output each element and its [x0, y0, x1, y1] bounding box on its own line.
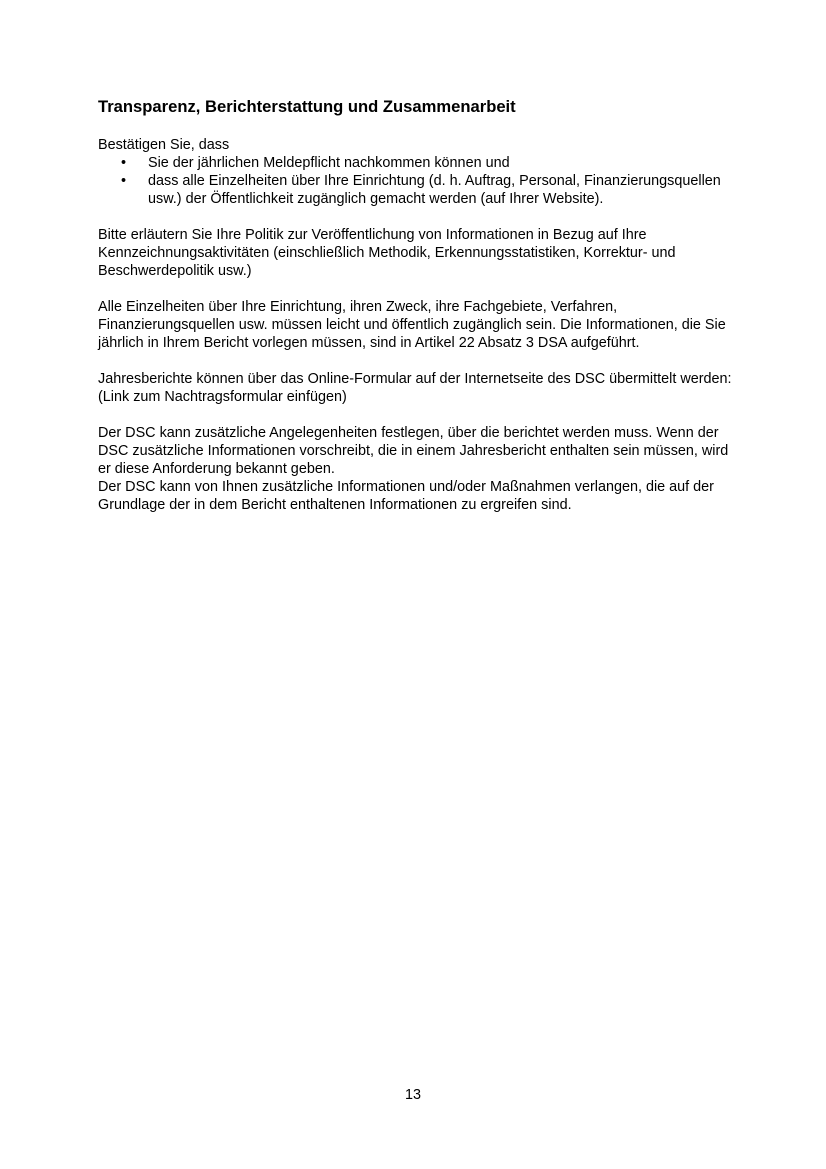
list-item-text: dass alle Einzelheiten über Ihre Einrichtung (d. h. Auftrag, Personal, Finanzierungsquellen usw.) der Öffentlichkeit zugänglich gemacht werden (auf Ihrer Website). [148, 173, 721, 207]
policy-paragraph: Bitte erläutern Sie Ihre Politik zur Veröffentlichung von Informationen in Bezug auf Ihre Kennzeichnungsaktivitäten (einschließlich Methodik, Erkennungsstatistiken, Korrektur- und Beschwerdepolitik usw.) [98, 227, 676, 279]
section-heading: Transparenz, Berichterstattung und Zusammenarbeit [98, 97, 516, 116]
confirmation-list [98, 154, 738, 208]
annual-report-paragraph: Jahresberichte können über das Online-Formular auf der Internetseite des DSC übermittelt werden: (Link zum Nachtragsformular einfügen) [98, 371, 732, 405]
additional-matters-paragraph: Der DSC kann zusätzliche Angelegenheiten festlegen, über die berichtet werden muss. Wenn der DSC zusätzliche Informationen vorschreibt, die in einem Jahresbericht enthalten sein müssen, wird er diese Anforderung bekannt geben. [98, 425, 729, 477]
additional-measures-paragraph: Der DSC kann von Ihnen zusätzliche Informationen und/oder Maßnahmen verlangen, die auf der Grundlage der in dem Bericht enthaltenen Informationen zu ergreifen sind. [98, 479, 714, 513]
public-access-paragraph: Alle Einzelheiten über Ihre Einrichtung, ihren Zweck, ihre Fachgebiete, Verfahren, Finanzierungsquellen usw. müssen leicht und öffentlich zugänglich sein. Die Informationen, die Sie jährlich in Ihrem Bericht vorlegen müssen, sind in Artikel 22 Absatz 3 DSA aufgeführt. [98, 299, 726, 351]
bullet-icon: • [121, 173, 127, 189]
list-item-text: Sie der jährlichen Meldepflicht nachkommen können und [148, 155, 510, 171]
document-body [98, 97, 738, 514]
list-item [98, 172, 738, 208]
page-number: 13 [404, 1087, 421, 1103]
list-item [98, 154, 738, 172]
bullet-icon: • [121, 155, 127, 171]
confirmation-intro: Bestätigen Sie, dass [98, 137, 230, 153]
